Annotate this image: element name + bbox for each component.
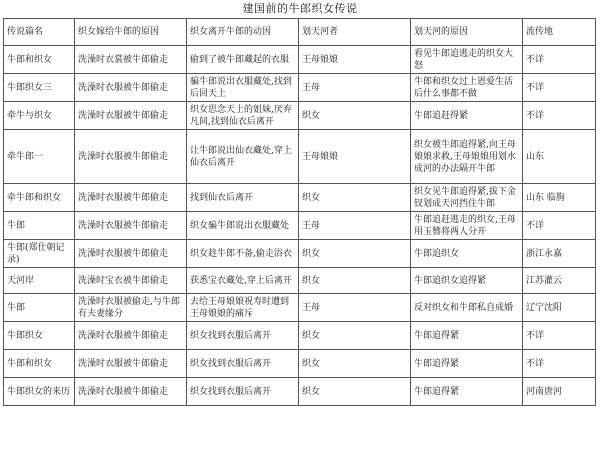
cell-marriage-reason: 洗澡时宝衣被牛郎偷走	[75, 268, 187, 294]
cell-marriage-reason: 洗澡时衣服被牛郎偷走	[75, 378, 187, 406]
cell-marriage-reason: 洗澡时衣服被牛郎偷走	[75, 184, 187, 212]
cell-marriage-reason: 洗澡时衣服被牛郎偷走	[75, 212, 187, 240]
cell-river-divider: 王母	[299, 74, 411, 102]
cell-region: 辽宁沈阳	[523, 294, 596, 322]
cell-river-reason: 织女被牛郎追得紧,向王母娘娘求救,王母娘娘用划水成河的办法隔开牛郎	[411, 130, 523, 184]
table-row	[4, 184, 596, 212]
table-row	[4, 350, 596, 378]
cell-river-reason: 看见牛郎追逃走的织女大怒	[411, 46, 523, 74]
cell-title: 牵牛郎和织女	[4, 184, 75, 212]
table-title: 建国前的牛郎织女传说	[242, 2, 358, 15]
header-cell: 流传地	[523, 19, 596, 46]
cell-leaving-cause: 去给王母娘娘祝寿时遭到王母娘娘的痛斥	[187, 294, 299, 322]
cell-region: 不详	[523, 102, 596, 130]
header-cell: 传说篇名	[4, 19, 75, 46]
cell-marriage-reason: 洗澡时衣服被牛郎偷走	[75, 130, 187, 184]
table-row	[4, 294, 596, 322]
cell-marriage-reason: 洗澡时衣服被牛郎偷走	[75, 350, 187, 378]
cell-marriage-reason: 洗澡时衣服被偷走,与牛郎有夫妻缘分	[75, 294, 187, 322]
cell-title: 牛郎和织女	[4, 46, 75, 74]
cell-leaving-cause: 织女趁牛郎不备,偷走浴衣	[187, 240, 299, 268]
cell-region: 山东	[523, 130, 596, 184]
cell-river-reason: 牛郎追得紧	[411, 322, 523, 350]
cell-river-divider: 织女	[299, 322, 411, 350]
cell-title: 牛郎织女的来历	[4, 378, 75, 406]
cell-title: 牛郎(郑仕朝记录)	[4, 240, 75, 268]
cell-river-divider: 王母	[299, 212, 411, 240]
cell-title: 牵牛郎一	[4, 130, 75, 184]
cell-leaving-cause: 织女骗牛郎说出衣服藏处	[187, 212, 299, 240]
table-row	[4, 102, 596, 130]
table-row	[4, 322, 596, 350]
cell-river-divider: 织女	[299, 102, 411, 130]
cell-leaving-cause: 织女找到衣服后离开	[187, 350, 299, 378]
cell-river-divider: 织女	[299, 350, 411, 378]
cell-leaving-cause: 偷到了被牛郎藏起的衣服	[187, 46, 299, 74]
table-row	[4, 378, 596, 406]
cell-region: 不详	[523, 74, 596, 102]
table-row	[4, 240, 596, 268]
cell-region: 不详	[523, 322, 596, 350]
header-cell: 划天河者	[299, 19, 411, 46]
cell-region: 河南唐河	[523, 378, 596, 406]
table-row	[4, 74, 596, 102]
cell-leaving-cause: 骗牛郎说出衣服藏处,找到后回天上	[187, 74, 299, 102]
cell-leaving-cause: 织女找到衣服后离开	[187, 378, 299, 406]
cell-region: 不详	[523, 212, 596, 240]
cell-region: 浙江永嘉	[523, 240, 596, 268]
table-row	[4, 46, 596, 74]
cell-river-reason: 牛郎追得紧	[411, 378, 523, 406]
cell-leaving-cause: 找到仙衣后离开	[187, 184, 299, 212]
cell-river-divider: 织女	[299, 378, 411, 406]
table-row	[4, 130, 596, 184]
cell-region: 不详	[523, 350, 596, 378]
cell-river-reason: 织女见牛郎追得紧,拔下金钗划成天河挡住牛郎	[411, 184, 523, 212]
cell-leaving-cause: 获悉宝衣藏处,穿上后离开	[187, 268, 299, 294]
cell-title: 牛郎	[4, 294, 75, 322]
table-row	[4, 268, 596, 294]
cell-river-reason: 牛郎追赶逃走的织女,王母用玉簪将两人分开	[411, 212, 523, 240]
cell-river-divider: 织女	[299, 268, 411, 294]
cell-region: 江苏灌云	[523, 268, 596, 294]
cell-title: 牛郎	[4, 212, 75, 240]
cell-river-reason: 牛郎追赶得紧	[411, 102, 523, 130]
cell-title: 牛郎织女三	[4, 74, 75, 102]
cell-river-divider: 王母娘娘	[299, 46, 411, 74]
cell-region: 不详	[523, 46, 596, 74]
cell-river-reason: 牛郎追织女	[411, 240, 523, 268]
cell-river-divider: 王母	[299, 294, 411, 322]
header-row	[4, 19, 596, 46]
cell-river-divider: 织女	[299, 240, 411, 268]
cell-river-divider: 王母娘娘	[299, 130, 411, 184]
cell-marriage-reason: 洗澡时衣服被牛郎偷走	[75, 322, 187, 350]
cell-title: 牛郎和织女	[4, 350, 75, 378]
cell-marriage-reason: 洗澡时衣服被牛郎偷走	[75, 102, 187, 130]
cell-leaving-cause: 让牛郎说出仙衣藏处,穿上仙衣后离开	[187, 130, 299, 184]
cell-title: 天河岸	[4, 268, 75, 294]
cell-leaving-cause: 织女思念天上的姐妹,厌弃凡间,找到仙衣后离开	[187, 102, 299, 130]
header-cell: 织女离开牛郎的动因	[187, 19, 299, 46]
header-cell: 织女嫁给牛郎的原因	[75, 19, 187, 46]
cell-title: 牵牛与织女	[4, 102, 75, 130]
cell-leaving-cause: 织女找到衣服后离开	[187, 322, 299, 350]
cell-marriage-reason: 洗澡时衣裳被牛郎偷走	[75, 46, 187, 74]
cell-marriage-reason: 洗澡时衣服被牛郎偷走	[75, 74, 187, 102]
header-cell: 划天河的原因	[411, 19, 523, 46]
cell-region: 山东 临朐	[523, 184, 596, 212]
cell-river-reason: 牛郎追得紧	[411, 350, 523, 378]
cell-river-divider: 织女	[299, 184, 411, 212]
cell-river-reason: 牛郎追织女追得紧	[411, 268, 523, 294]
cell-river-reason: 反对织女和牛郎私自成婚	[411, 294, 523, 322]
table-row	[4, 212, 596, 240]
cell-river-reason: 牛郎和织女过上恩爱生活后什么事都不做	[411, 74, 523, 102]
cell-title: 牛郎织女	[4, 322, 75, 350]
legend-table	[3, 18, 596, 406]
cell-marriage-reason: 洗澡时衣服被牛郎偷走	[75, 240, 187, 268]
